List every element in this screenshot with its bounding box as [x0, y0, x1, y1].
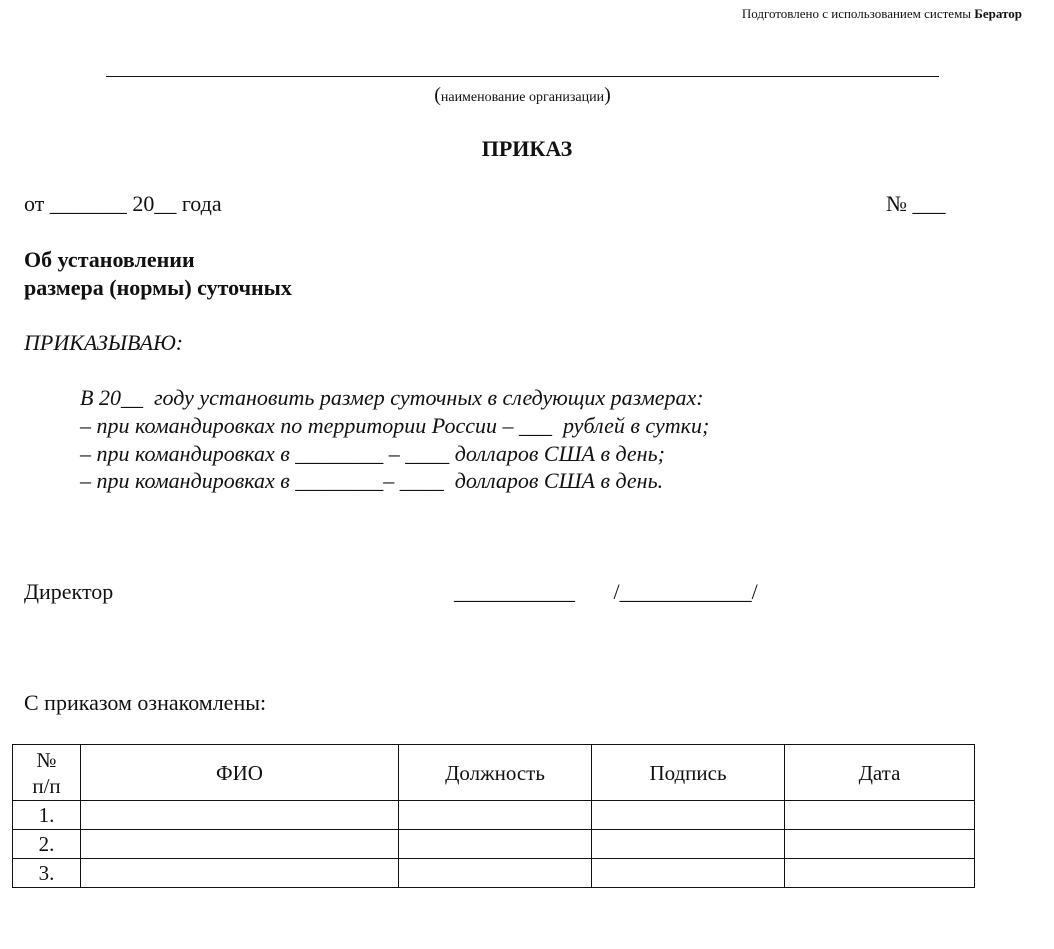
acquaintance-table: [12, 744, 975, 888]
signature-cell: [592, 801, 785, 830]
row-number-cell: 1.: [13, 801, 81, 830]
table-row: [13, 801, 975, 830]
order-item: – при командировках в ________ – ____ долларов США в день;: [80, 441, 665, 466]
order-date-line: от _______ 20__ года: [24, 191, 222, 216]
row-number-cell: 3.: [13, 859, 81, 888]
date-cell: [785, 801, 975, 830]
director-signature-line: ___________ /____________/: [454, 579, 758, 604]
signature-cell: [592, 830, 785, 859]
signature-cell: [592, 859, 785, 888]
source-prefix: Подготовлено с использованием системы: [741, 6, 975, 21]
position-cell: [399, 859, 592, 888]
date-cell: [785, 830, 975, 859]
organization-name-line: [106, 76, 939, 77]
table-header-row: [13, 745, 975, 801]
subject-line-2: размера (нормы) суточных: [24, 275, 292, 300]
subject-line-1: Об установлении: [24, 247, 195, 272]
order-number-line: № ___: [886, 191, 946, 216]
caption-text: наименование организации: [440, 90, 605, 105]
organization-caption: [106, 84, 939, 107]
column-header-number: № п/п: [13, 745, 81, 801]
date-cell: [785, 859, 975, 888]
column-header-name: ФИО: [81, 745, 399, 801]
name-cell: [81, 859, 399, 888]
name-cell: [81, 830, 399, 859]
position-cell: [399, 830, 592, 859]
order-item: – при командировках по территории России – ___ рублей в сутки;: [80, 413, 710, 438]
director-label: Директор: [24, 579, 114, 604]
caption-paren-close: ): [604, 84, 611, 106]
document-title: ПРИКАЗ: [481, 136, 573, 161]
order-keyword: ПРИКАЗЫВАЮ:: [24, 330, 184, 355]
position-cell: [399, 801, 592, 830]
column-header-signature: Подпись: [592, 745, 785, 801]
column-header-date: Дата: [785, 745, 975, 801]
table-row: [13, 859, 975, 888]
row-number-cell: 2.: [13, 830, 81, 859]
order-item: В 20__ году установить размер суточных в следующих размерах:: [80, 385, 704, 410]
table-row: [13, 830, 975, 859]
acquainted-label: С приказом ознакомлены:: [24, 690, 267, 715]
caption-paren-open: (: [434, 84, 441, 106]
name-cell: [81, 801, 399, 830]
document-source-note: [742, 6, 1022, 22]
source-brand: Бератор: [974, 6, 1022, 21]
order-item: – при командировках в ________– ____ долларов США в день.: [80, 468, 664, 493]
column-header-position: Должность: [399, 745, 592, 801]
